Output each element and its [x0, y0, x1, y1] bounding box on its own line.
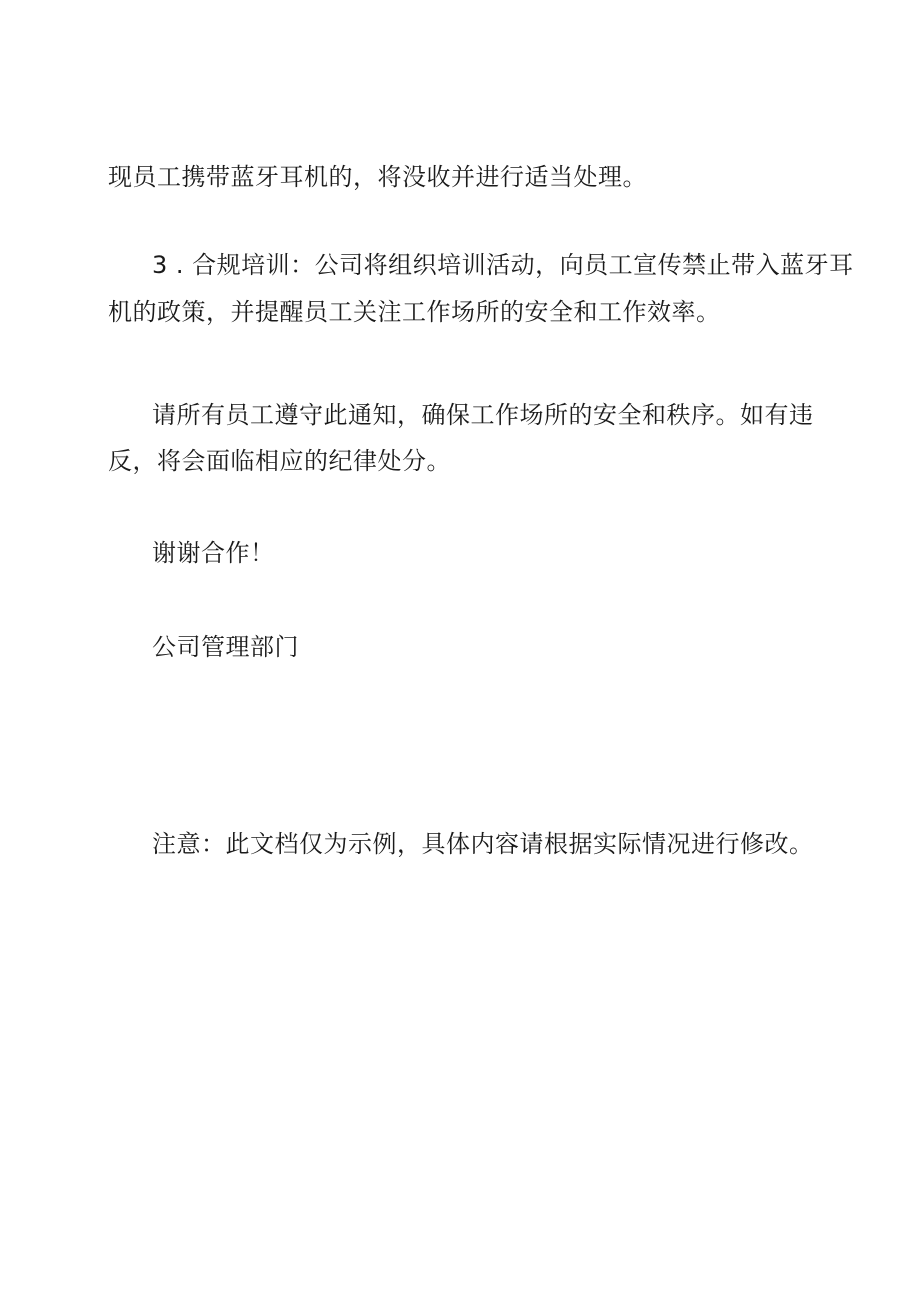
paragraph-2-line-2: 机的政策，并提醒员工关注工作场所的安全和工作效率。 — [108, 298, 721, 326]
paragraph-3-line-1: 请所有员工遵守此通知，确保工作场所的安全和秩序。如有违 — [152, 401, 814, 429]
note-text: 注意：此文档仅为示例，具体内容请根据实际情况进行修改。 — [152, 830, 814, 858]
paragraph-1-line-1: 现员工携带蓝牙耳机的，将没收并进行适当处理。 — [108, 163, 647, 191]
closing-text: 谢谢合作！ — [152, 539, 275, 567]
paragraph-3-line-2: 反，将会面临相应的纪律处分。 — [108, 447, 451, 475]
signature-text: 公司管理部门 — [152, 633, 299, 661]
paragraph-2-line-1: 3 . 合规培训：公司将组织培训活动，向员工宣传禁止带入蓝牙耳 — [152, 251, 854, 279]
